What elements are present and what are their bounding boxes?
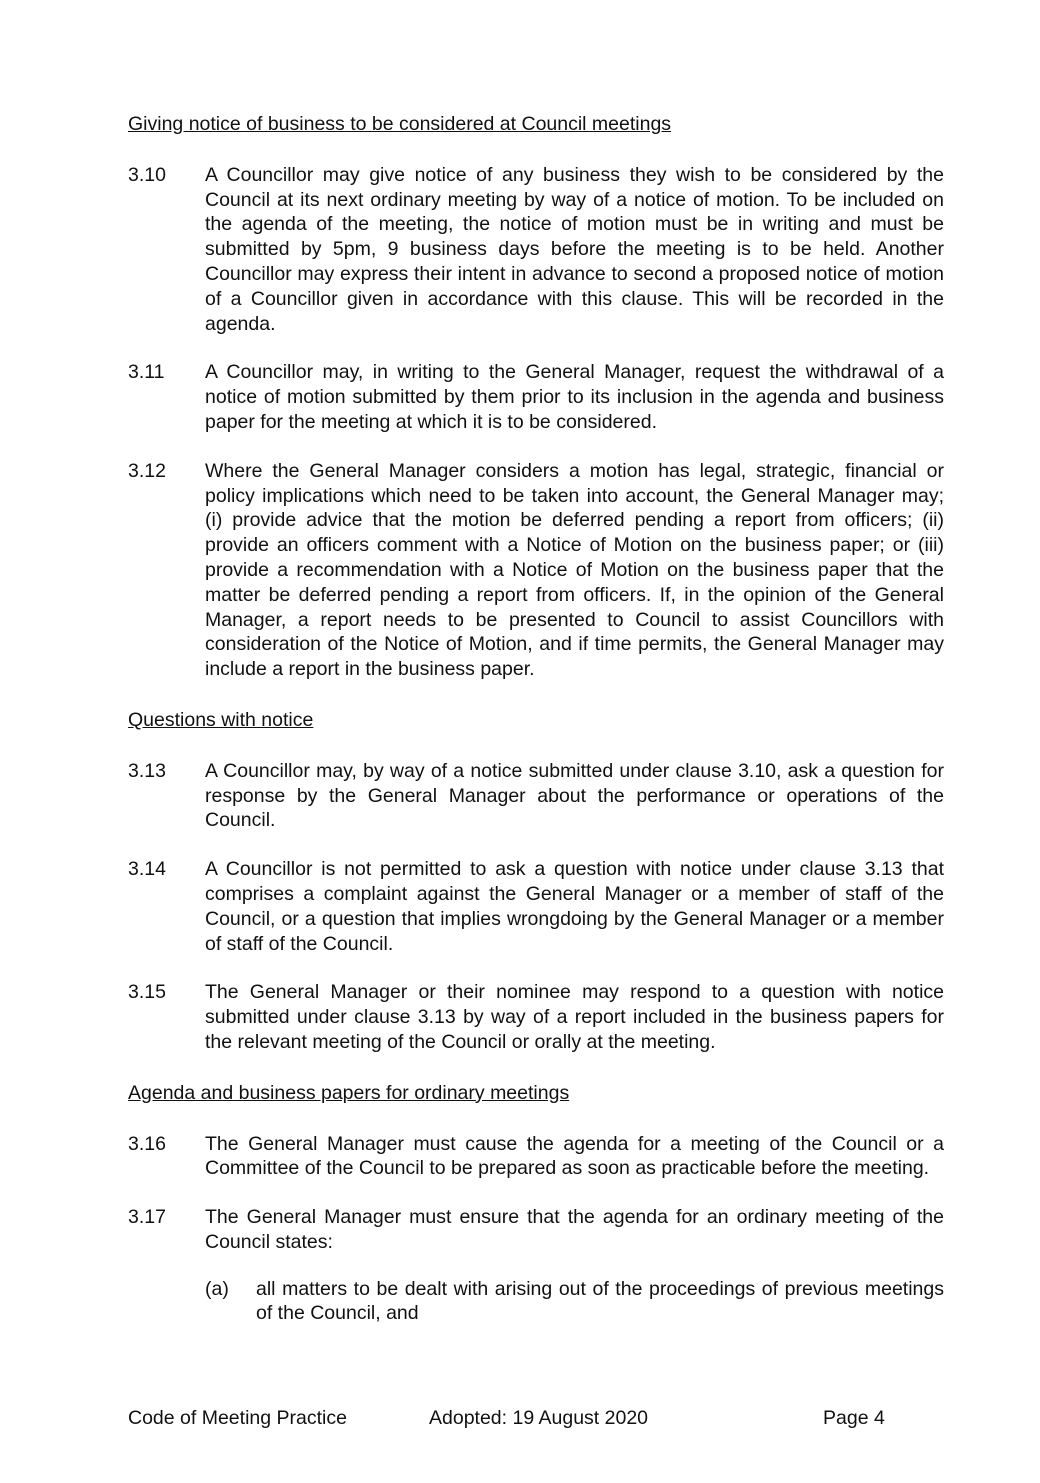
clause-number: 3.10 xyxy=(128,163,166,186)
clause-intro: The General Manager must ensure that the agenda for an ordinary meeting of the Council states: xyxy=(205,1206,944,1253)
section-heading: Questions with notice xyxy=(128,708,314,731)
clause xyxy=(128,857,944,956)
clause-number: 3.16 xyxy=(128,1132,166,1155)
clause-text: Where the General Manager considers a motion has legal, strategic, financial or policy implications which need to be taken into account, the General Manager may; (i) provide advice that the motion be deferred pending a report from officers; (ii) provide an officers comment with a Notice of Motion on the business paper; or (iii) provide a recommendation with a Notice of Motion on the business paper that the matter be deferred pending a report from officers. If, in the opinion of the General Manager, a report needs to be presented to Council to assist Councillors with consideration of the Notice of Motion, and if time permits, the General Manager may include a report in the business paper. xyxy=(205,459,944,681)
sub-clause-text: all matters to be dealt with arising out of the proceedings of previous meetings of the Council, and xyxy=(256,1277,944,1325)
sub-clause-label: (a) xyxy=(205,1277,229,1300)
section-heading: Agenda and business papers for ordinary meetings xyxy=(128,1081,570,1104)
clause-text: The General Manager must cause the agenda for a meeting of the Council or a Committee of the Council to be prepared as soon as practicable before the meeting. xyxy=(205,1132,944,1180)
clause xyxy=(128,1205,944,1326)
clause-number: 3.15 xyxy=(128,981,166,1004)
clause xyxy=(128,459,944,682)
clause-text: A Councillor is not permitted to ask a question with notice under clause 3.13 that comprises a complaint against the General Manager or a member of staff of the Council, or a question that implies wrongdoing by the General Manager or a member of staff of the Council. xyxy=(205,858,944,955)
clause xyxy=(128,980,944,1054)
clause-number: 3.14 xyxy=(128,858,166,881)
clause xyxy=(128,360,944,434)
clause-text: The General Manager or their nominee may respond to a question with notice submitted under clause 3.13 by way of a report included in the business papers for the relevant meeting of the Council or orally at the meeting. xyxy=(205,981,944,1053)
footer-document-title: Code of Meeting Practice xyxy=(128,1407,347,1429)
clause-number: 3.17 xyxy=(128,1206,166,1229)
clause-number: 3.13 xyxy=(128,759,166,782)
clause-text xyxy=(205,1205,944,1326)
footer-page-number: Page 4 xyxy=(823,1407,885,1429)
clause xyxy=(128,163,944,337)
sub-clause xyxy=(205,1277,944,1327)
clause xyxy=(128,1132,944,1182)
clause-number: 3.11 xyxy=(128,361,165,384)
clause-number: 3.12 xyxy=(128,459,166,482)
clause xyxy=(128,759,944,833)
clause-text: A Councillor may, in writing to the General Manager, request the withdrawal of a notice of motion submitted by them prior to its inclusion in the agenda and business paper for the meeting at which it is to be considered. xyxy=(205,361,944,433)
document-page xyxy=(128,112,944,1350)
footer-adopted-date: Adopted: 19 August 2020 xyxy=(429,1407,649,1429)
section-heading: Giving notice of business to be considered at Council meetings xyxy=(128,113,672,135)
clause-text: A Councillor may, by way of a notice submitted under clause 3.10, ask a question for response by the General Manager about the performance or operations of the Council. xyxy=(205,759,944,832)
clause-text: A Councillor may give notice of any business they wish to be considered by the Council at its next ordinary meeting by way of a notice of motion. To be included on the agenda of the meeting, the notice of motion must be in writing and must be submitted by 5pm, 9 business days before the meeting is to be held. Another Councillor may express their intent in advance to second a proposed notice of motion of a Councillor given in accordance with this clause. This will be recorded in the agenda. xyxy=(205,163,944,335)
